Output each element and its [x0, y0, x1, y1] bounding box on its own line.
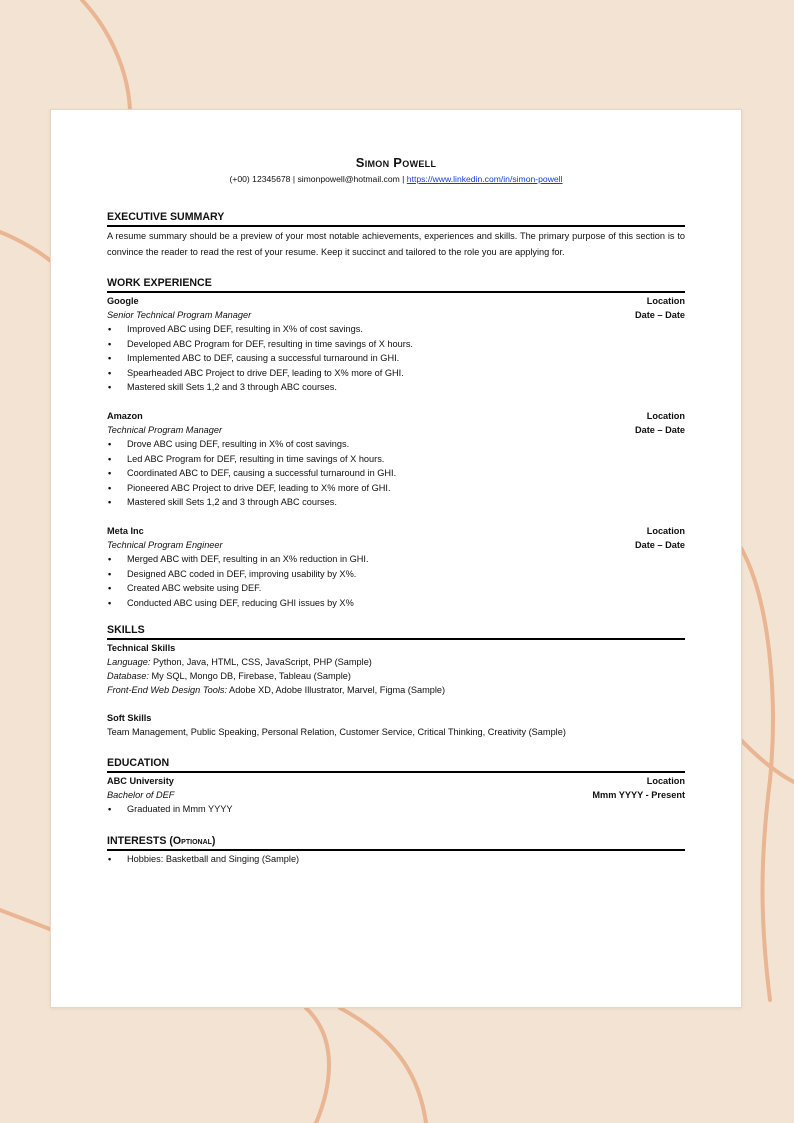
interests-optional: (Optional) — [169, 834, 216, 847]
list-item: • Developed ABC Program for DEF, resulting in time savings of X hours. — [107, 337, 685, 352]
interests-heading — [107, 835, 685, 851]
job-entry — [107, 294, 685, 395]
linkedin-link[interactable]: https://www.linkedin.com/in/simon-powell — [406, 174, 563, 184]
company-name: Meta Inc — [107, 525, 144, 536]
skill-label: Database: — [107, 671, 149, 682]
interests-title: INTERESTS — [107, 834, 167, 847]
school-name: ABC University — [107, 776, 174, 787]
job-role: Technical Program Engineer — [107, 539, 223, 550]
phone-number: (+00) 12345678 — [229, 174, 291, 184]
soft-skills-text: Team Management, Public Speaking, Personal Relation, Customer Service, Critical Thinking, Creativity (Sample) — [107, 727, 566, 738]
executive-summary-text: A resume summary should be a preview of your most notable achievements, experiences and skills. The primary purpose of this section is to convince the reader to read the rest of your resume. Keep it succinct and tailored to the role you are applying for. — [107, 231, 685, 257]
job-location: Location — [646, 296, 685, 306]
job-role: Senior Technical Program Manager — [107, 310, 252, 320]
job-location: Location — [646, 410, 685, 421]
job-bullets — [107, 437, 685, 510]
degree: Bachelor of DEF — [107, 790, 175, 801]
list-item: • Merged ABC with DEF, resulting in an X% reduction in GHI. — [107, 552, 685, 567]
skill-value: My SQL, Mongo DB, Firebase, Tableau (Sample) — [148, 671, 351, 682]
list-item: • Implemented ABC to DEF, causing a successful turnaround in GHI. — [107, 351, 685, 366]
job-bullets — [107, 322, 685, 395]
company-name: Amazon — [107, 410, 143, 421]
list-item: • Mastered skill Sets 1,2 and 3 through ABC courses. — [107, 380, 685, 395]
soft-skills-title: Soft Skills — [107, 713, 152, 724]
list-item: • Coordinated ABC to DEF, causing a successful turnaround in GHI. — [107, 466, 685, 481]
skill-line — [107, 669, 685, 683]
list-item: • Graduated in Mmm YYYY — [107, 802, 685, 817]
interests-bullets — [107, 852, 685, 867]
education-date: Mmm YYYY - Present — [592, 790, 685, 801]
skill-label: Front-End Web Design Tools: — [107, 685, 228, 696]
list-item: • Conducted ABC using DEF, reducing GHI issues by X% — [107, 596, 685, 611]
job-date: Date – Date — [634, 310, 685, 320]
list-item: • Mastered skill Sets 1,2 and 3 through ABC courses. — [107, 495, 685, 510]
list-item: • Created ABC website using DEF. — [107, 581, 685, 596]
job-date: Date – Date — [634, 424, 685, 435]
job-location: Location — [646, 525, 685, 536]
school-location: Location — [646, 776, 685, 787]
job-date: Date – Date — [634, 539, 685, 550]
skill-value: Adobe XD, Adobe Illustrator, Marvel, Figma (Sample) — [227, 685, 446, 696]
resume-page — [51, 110, 741, 1007]
skill-line — [107, 655, 685, 669]
list-item: • Designed ABC coded in DEF, improving usability by X%. — [107, 567, 685, 582]
skill-line — [107, 683, 685, 697]
candidate-name: Simon Powell — [355, 155, 437, 170]
education-bullets — [107, 802, 685, 817]
job-entry — [107, 409, 685, 510]
job-entry — [107, 524, 685, 610]
list-item: • Improved ABC using DEF, resulting in X% of cost savings. — [107, 322, 685, 337]
resume-content — [107, 154, 685, 867]
separator: | — [402, 174, 405, 184]
list-item: • Drove ABC using DEF, resulting in X% of cost savings. — [107, 437, 685, 452]
list-item: • Spearheaded ABC Project to drive DEF, leading to X% more of GHI. — [107, 366, 685, 381]
list-item: • Hobbies: Basketball and Singing (Sample) — [107, 852, 685, 867]
skills-heading: SKILLS — [107, 624, 685, 640]
job-role: Technical Program Manager — [107, 424, 223, 435]
work-experience-heading: WORK EXPERIENCE — [107, 277, 685, 293]
skill-label: Language: — [107, 657, 151, 668]
executive-summary-heading: EXECUTIVE SUMMARY — [107, 211, 685, 227]
job-bullets — [107, 552, 685, 610]
list-item: • Pioneered ABC Project to drive DEF, leading to X% more of GHI. — [107, 481, 685, 496]
technical-skills-title: Technical Skills — [107, 643, 176, 654]
skill-value: Python, Java, HTML, CSS, JavaScript, PHP (Sample) — [150, 657, 372, 668]
email-address: simonpowell@hotmail.com — [297, 174, 400, 184]
company-name: Google — [107, 296, 139, 306]
list-item: • Led ABC Program for DEF, resulting in time savings of X hours. — [107, 452, 685, 467]
separator: | — [292, 174, 296, 184]
education-heading: EDUCATION — [107, 757, 685, 773]
contact-line — [107, 173, 685, 186]
